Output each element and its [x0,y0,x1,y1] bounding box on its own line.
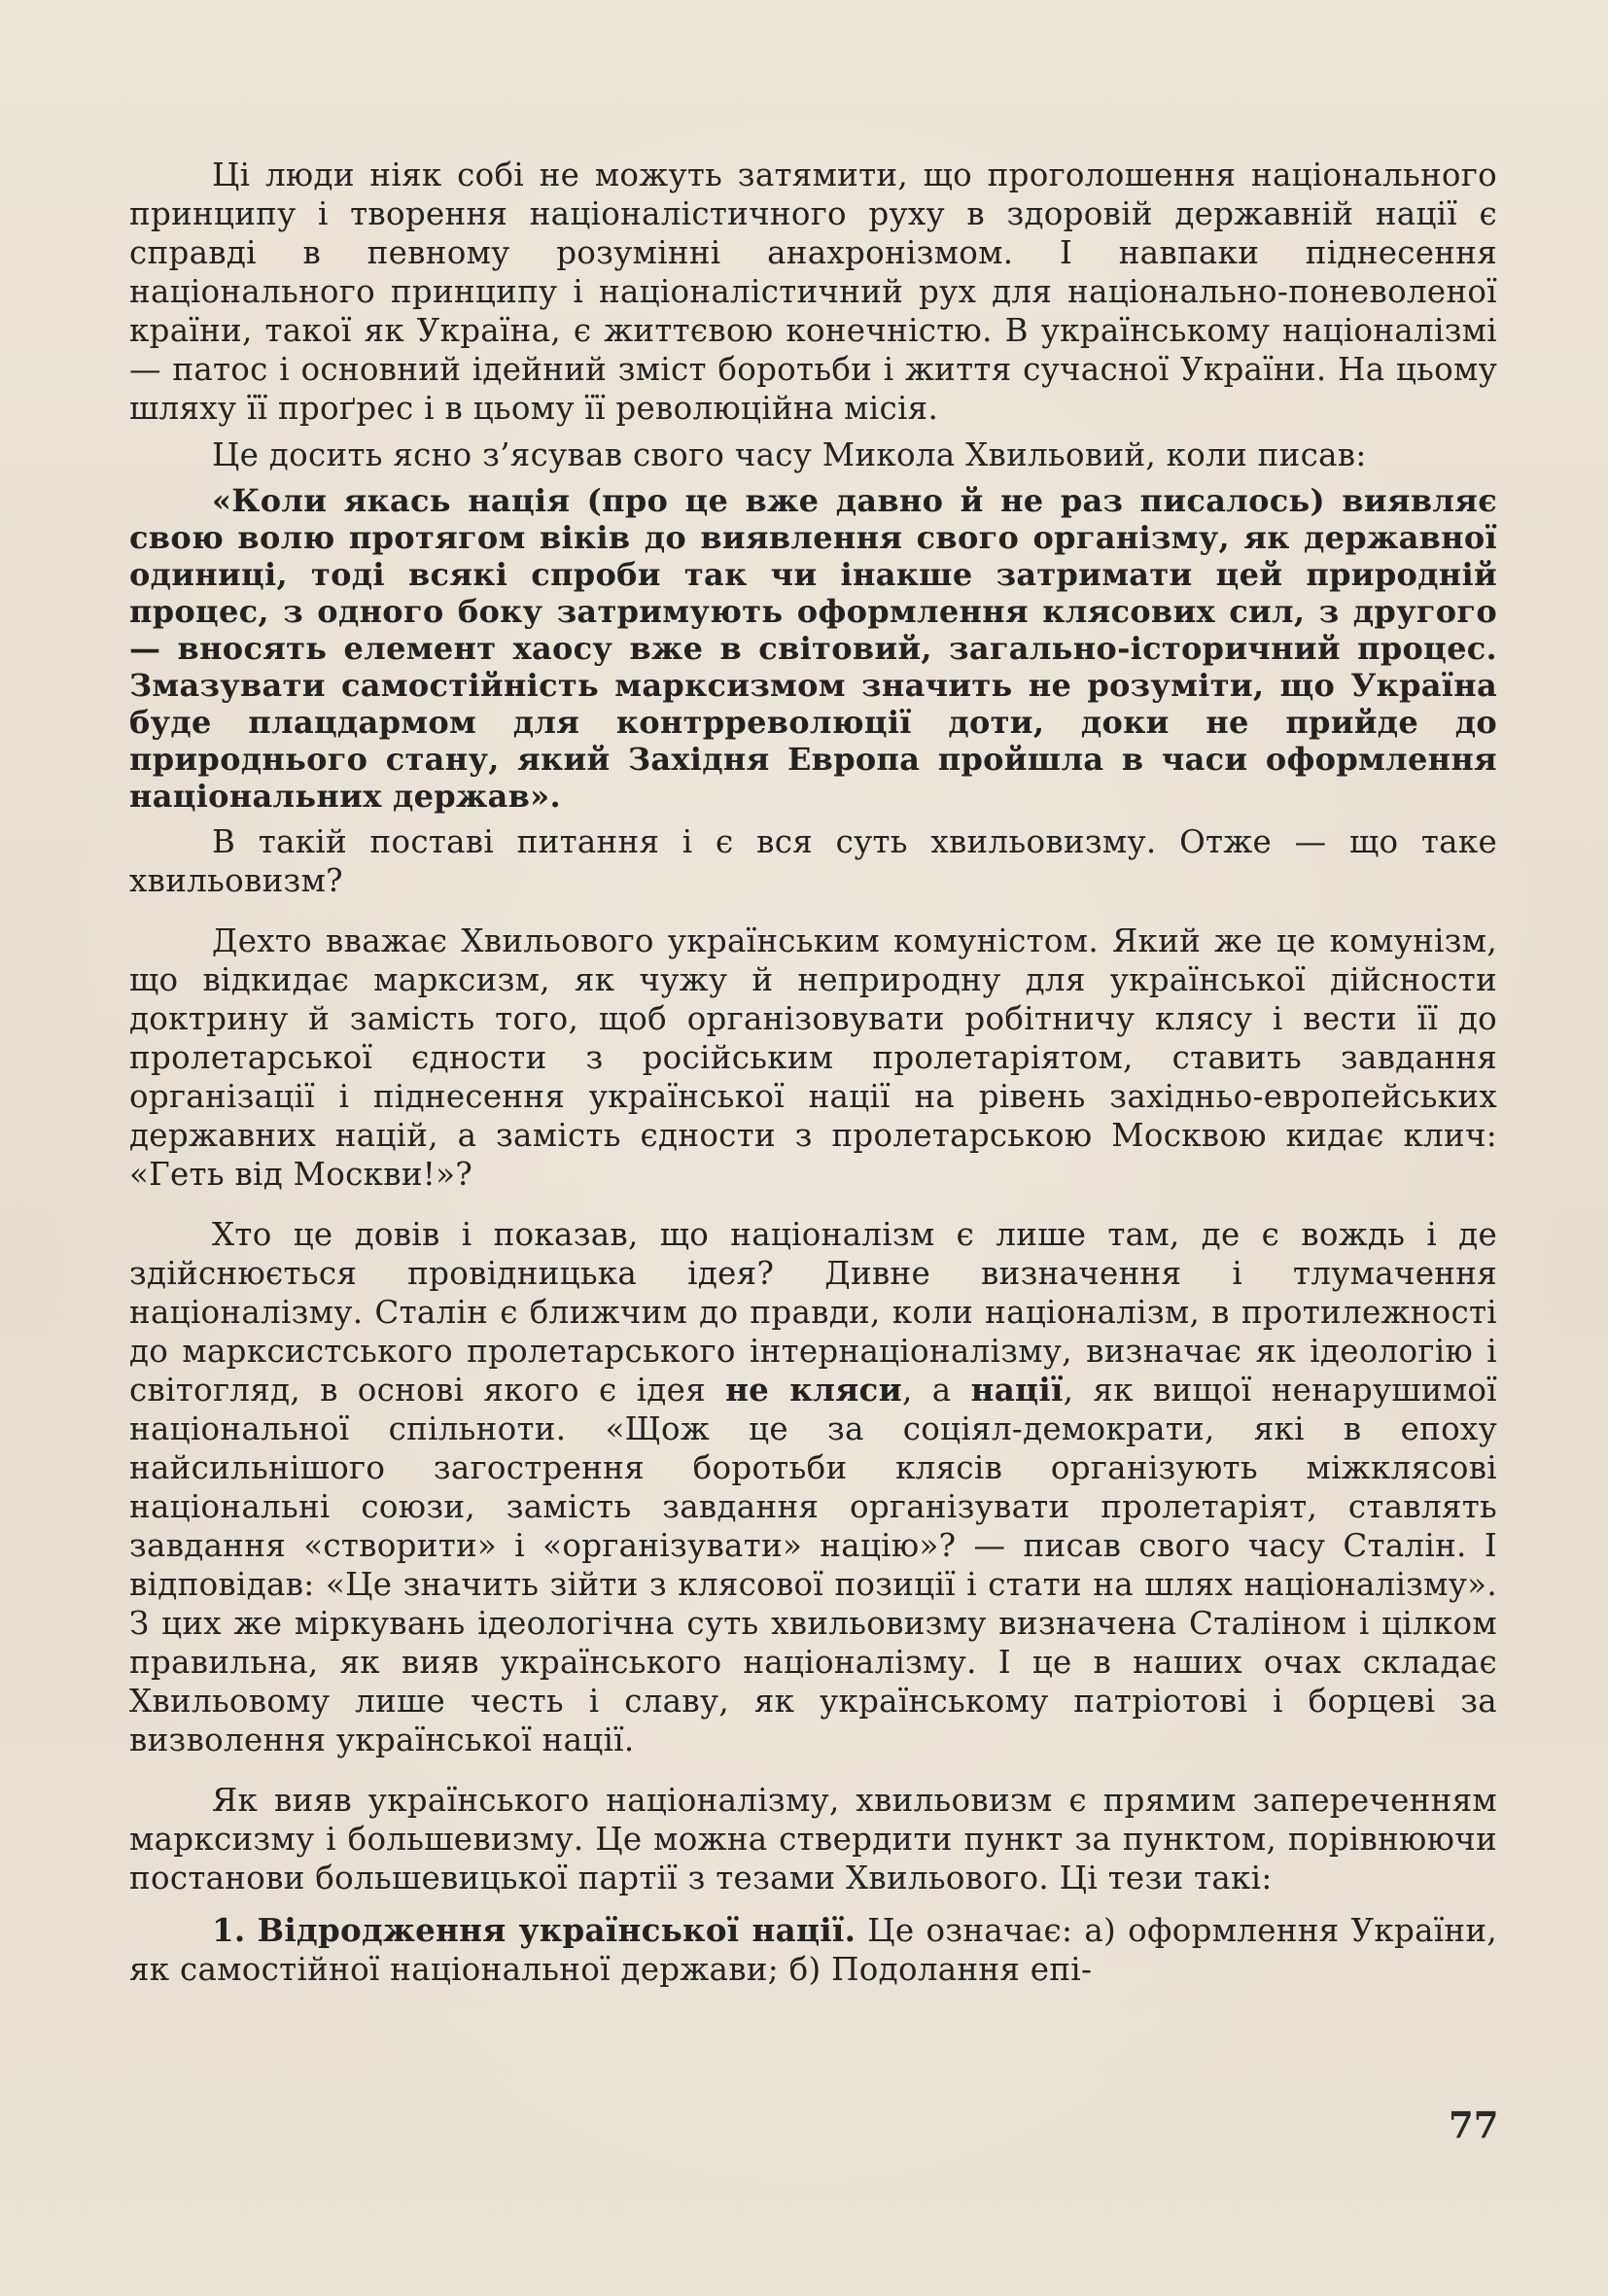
paragraph-4: В такій поставі питання і є вся суть хвильовизму. Отже — що таке хвильовизм? [129,823,1497,899]
paragraph-7: Як вияв українського націоналізму, хвильовизм є прямим запереченням марксизму і большевизму. Це можна ствердити пункт за пунктом, порівнюючи постанови большевицької партії з тезами Хвильового. Ці тези такі: [129,1782,1497,1896]
paragraph-6 [129,1215,1497,1759]
paragraph-6-part-1: Хто це довів і показав, що націоналізм є лише там, де є вождь і де здійснюється провідницька ідея? Дивне визначення і тлумачення націоналізму. Сталін є ближчим до правди, коли націоналізм, в протилежності до марксистського пролетарського інтернаціоналізму, визначає як ідеологію і світогляд, в основі якого є ідея [129,1216,1497,1409]
paragraph-2: Це досить ясно з’ясував свого часу Микола Хвильовий, коли писав: [212,436,1367,473]
paragraph-5: Дехто вважає Хвильового українським комуністом. Який же це комунізм, що відкидає марксизм, як чужу й неприродну для української дійсности доктрину й замість того, щоб організовувати робітничу клясу і вести її до пролетарської єдности з російським пролетаріятом, ставить завдання організації і піднесення української нації на рівень західньо-европейських державних націй, а замість єдности з пролетарською Москвою кидає клич: «Геть від Москви!»? [129,922,1497,1193]
thesis-text: Це означає: а) оформлення України, як самостійної національної держави; б) Подолання епі- [129,1912,1497,1988]
thesis-number: 1. [212,1911,246,1949]
emphasis-not-class: не кляси [725,1371,903,1409]
paragraph-6-part-2: , а [902,1372,952,1409]
page-number: 77 [1449,2104,1499,2146]
thesis-title: Відродження української нації. [257,1911,856,1949]
paragraph-6-part-3: , як вищої ненарушимої національної спільноти. «Щож це за соціял-демократи, які в епоху найсильнішого загострення боротьби клясів організують міжклясові національні союзи, замість завдання організувати пролетаріят, ставлять завдання «створити» і «організувати» націю»? — писав свого часу Сталін. І відповідав: «Це значить зійти з клясової позиції і стати на шлях націоналізму». З цих же міркувань ідеологічна суть хвильовизму визначена Сталіном і цілком правильна, як вияв українського націоналізму. І це в наших очах складає Хвильовому лише честь і славу, як українському патріотові і борцеві за визволення української нації. [129,1372,1497,1758]
emphasis-nation: нації [970,1371,1064,1409]
body-text [129,156,1497,1989]
thesis-1 [129,1911,1497,1989]
paragraph-1: Ці люди ніяк собі не можуть затямити, що проголошення національного принципу і творення націоналістичного руху в здоровій державній нації є справді в певному розумінні анахронізмом. І навпаки піднесення національного принципу і націоналістичний рух для національно-поневоленої країни, такої як Україна, є життєвою конечністю. В українському націоналізмі — патос і основний ідейний зміст боротьби і життя сучасної України. На цьому шляху її проґрес і в цьому її революційна місія. [129,157,1497,427]
khvylovy-quote: «Коли якась нація (про це вже давно й не раз писалось) виявляє свою волю протягом віків до виявлення свого організму, як державної одиниці, тоді всякі спроби так чи інакше затримати цей природній процес, з одного боку затримують оформлення клясових сил, з другого — вносять елемент хаосу вже в світовий, загально-історичний процес. Змазувати самостійність марксизмом значить не розуміти, що Україна буде плацдармом для контрреволюції доти, доки не прийде до природнього стану, який Західня Европа пройшла в часи оформлення національних держав». [129,482,1497,815]
